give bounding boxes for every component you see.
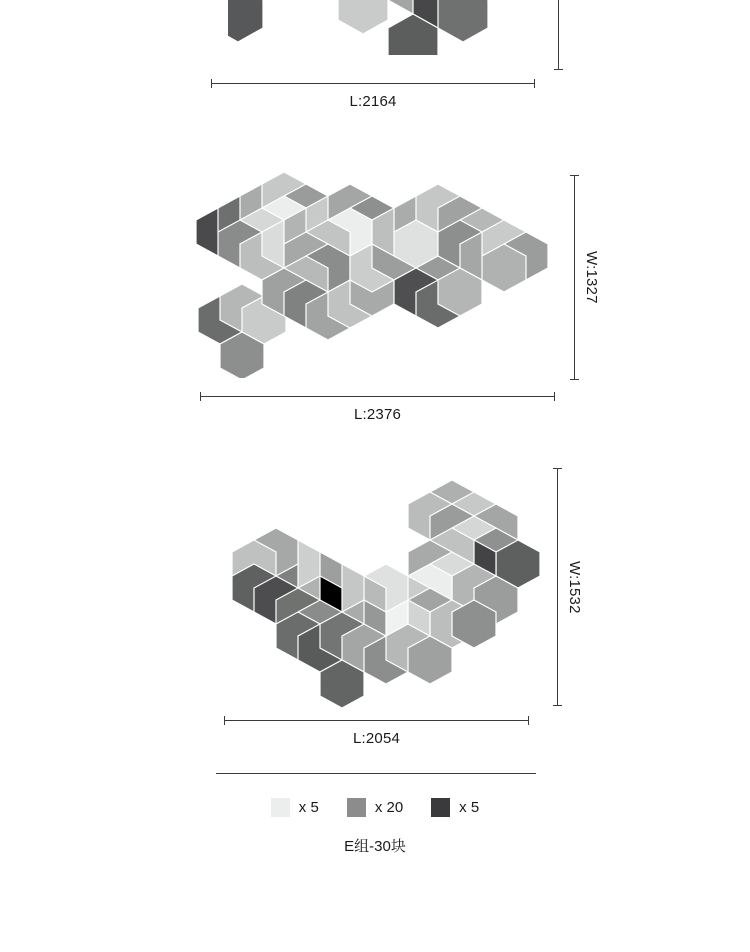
dimension-width-middle — [574, 175, 600, 380]
dimension-line — [211, 83, 535, 84]
group-top-panel — [0, 0, 750, 130]
dimension-width-bottom — [557, 468, 583, 706]
legend-count-dark: x 5 — [459, 799, 480, 816]
dimension-line — [200, 396, 555, 397]
dimension-length-top — [211, 83, 535, 110]
legend-count-light: x 5 — [298, 799, 319, 816]
tile-cluster-bottom — [222, 468, 542, 713]
tile-cluster-top — [228, 0, 498, 55]
dimension-length-bottom — [224, 720, 529, 747]
legend-swatch-light — [271, 798, 290, 817]
dimension-line — [557, 468, 558, 706]
dimension-label-length-middle: L:2376 — [353, 406, 402, 423]
dimension-length-middle — [200, 396, 555, 423]
dimension-label-length-bottom: L:2054 — [352, 730, 401, 747]
legend-group-label: E组-30块 — [344, 838, 406, 855]
dimension-line — [224, 720, 529, 721]
legend-divider — [216, 773, 536, 774]
legend-swatch-mid — [347, 798, 366, 817]
tile-cluster-middle — [196, 168, 566, 378]
legend — [0, 798, 750, 817]
group-bottom-panel — [0, 460, 750, 760]
dimension-label-width-middle: W:1327 — [583, 251, 600, 304]
legend-count-mid: x 20 — [374, 799, 404, 816]
legend-item — [271, 798, 319, 817]
legend-swatch-dark — [431, 798, 450, 817]
group-middle-panel — [0, 160, 750, 450]
legend-item — [431, 798, 479, 817]
dimension-width-top — [558, 0, 559, 70]
legend-item — [347, 798, 403, 817]
dimension-line — [558, 0, 559, 70]
dimension-label-length-top: L:2164 — [349, 93, 397, 110]
dimension-label-width-bottom: W:1532 — [566, 560, 583, 614]
dimension-line — [574, 175, 575, 380]
